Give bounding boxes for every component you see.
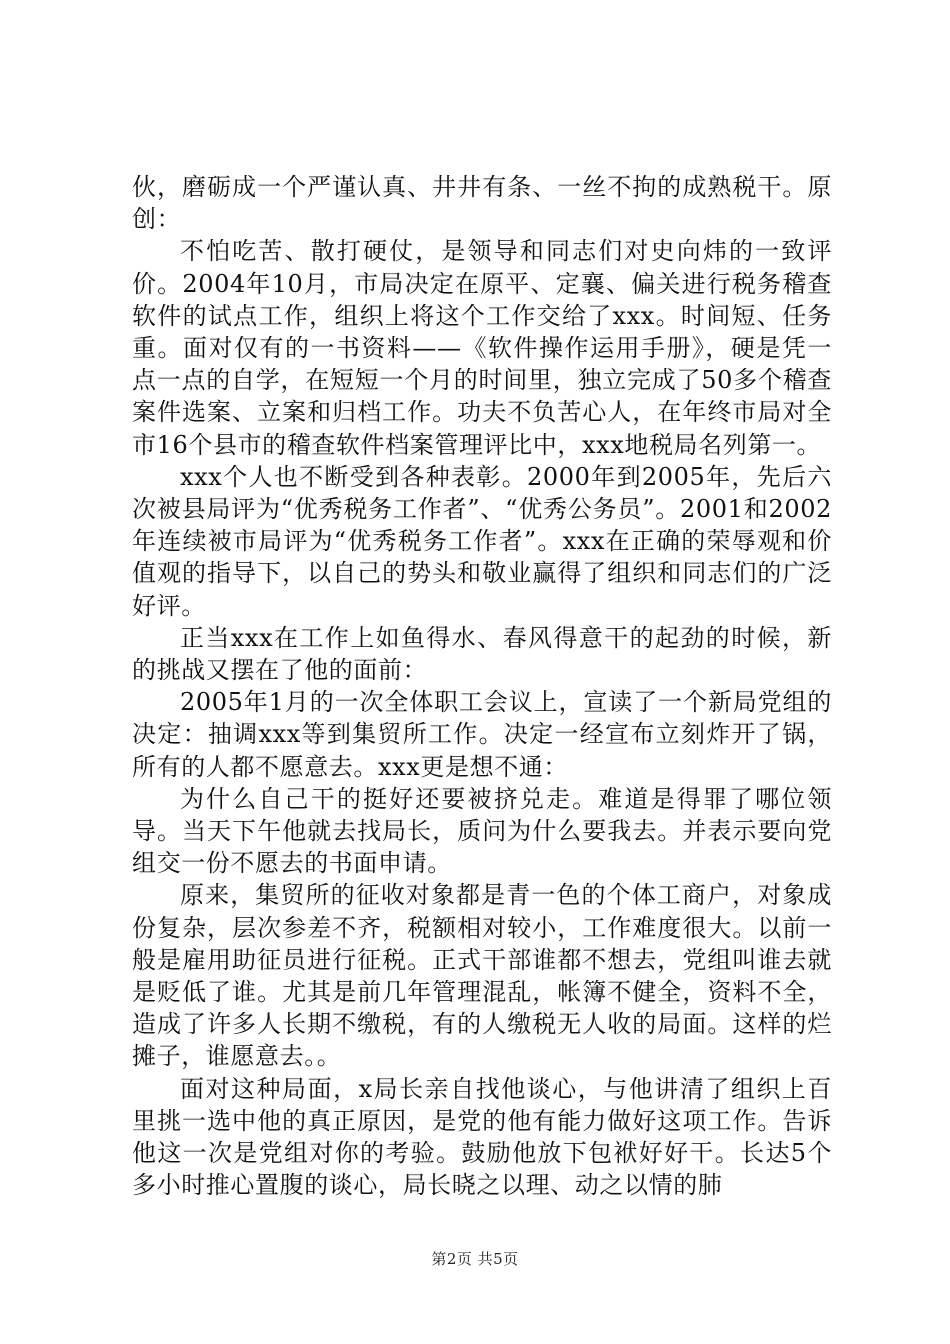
paragraph: 2005年1月的一次全体职工会议上，宣读了一个新局党组的决定：抽调xxx等到集贸所工作。决定一经宣布立刻炸开了锅，所有的人都不愿意去。xxx更是想不通： (132, 688, 832, 781)
paragraph: 原来，集贸所的征收对象都是青一色的个体工商户，对象成份复杂，层次参差不齐，税额相对较小，工作难度很大。以前一般是雇用助征员进行征税。正式干部谁都不想去，党组叫谁去就是贬低了谁。尤其是前几年管理混乱，帐簿不健全，资料不全，造成了许多人长期不缴税，有的人缴税无人收的局面。这样的烂摊子，谁愿意去。。 (132, 881, 832, 1071)
paragraph: xxx个人也不断受到各种表彰。2000年到2005年，先后六次被县局评为“优秀税务工作者”、“优秀公务员”。2001和2002年连续被市局评为“优秀税务工作者”。xxx在正确的荣辱观和价值观的指导下，以自己的势头和敬业赢得了组织和同志们的广泛好评。 (132, 462, 832, 620)
paragraph: 不怕吃苦、散打硬仗，是领导和同志们对史向炜的一致评价。2004年10月，市局决定在原平、定襄、偏关进行税务稽查软件的试点工作，组织上将这个工作交给了xxx。时间短、任务重。面对仅有的一书资料——《软件操作运用手册》，硬是凭一点一点的自学，在短短一个月的时间里，独立完成了50多个稽查案件选案、立案和归档工作。功夫不负苦心人，在年终市局对全市16个县市的稽查软件档案管理评比中，xxx地税局名列第一。 (132, 237, 832, 459)
paragraph: 为什么自己干的挺好还要被挤兑走。难道是得罪了哪位领导。当天下午他就去找局长，质问为什么要我去。并表示要向党组交一份不愿去的书面申请。 (132, 784, 832, 878)
body-text (132, 171, 832, 1202)
page-number-footer: 第2页 共5页 (431, 1250, 519, 1268)
paragraph: 正当xxx在工作上如鱼得水、春风得意干的起劲的时候，新的挑战又摆在了他的面前： (132, 623, 832, 685)
paragraph: 面对这种局面，x局长亲自找他谈心，与他讲清了组织上百里挑一选中他的真正原因，是党的他有能力做好这项工作。告诉他这一次是党组对你的考验。鼓励他放下包袱好好干。长达5个多小时推心置腹的谈心，局长晓之以理、动之以情的肺 (132, 1074, 832, 1200)
paragraph-continuation: 伙，磨砺成一个严谨认真、井井有条、一丝不拘的成熟税干。原创： (132, 173, 832, 234)
